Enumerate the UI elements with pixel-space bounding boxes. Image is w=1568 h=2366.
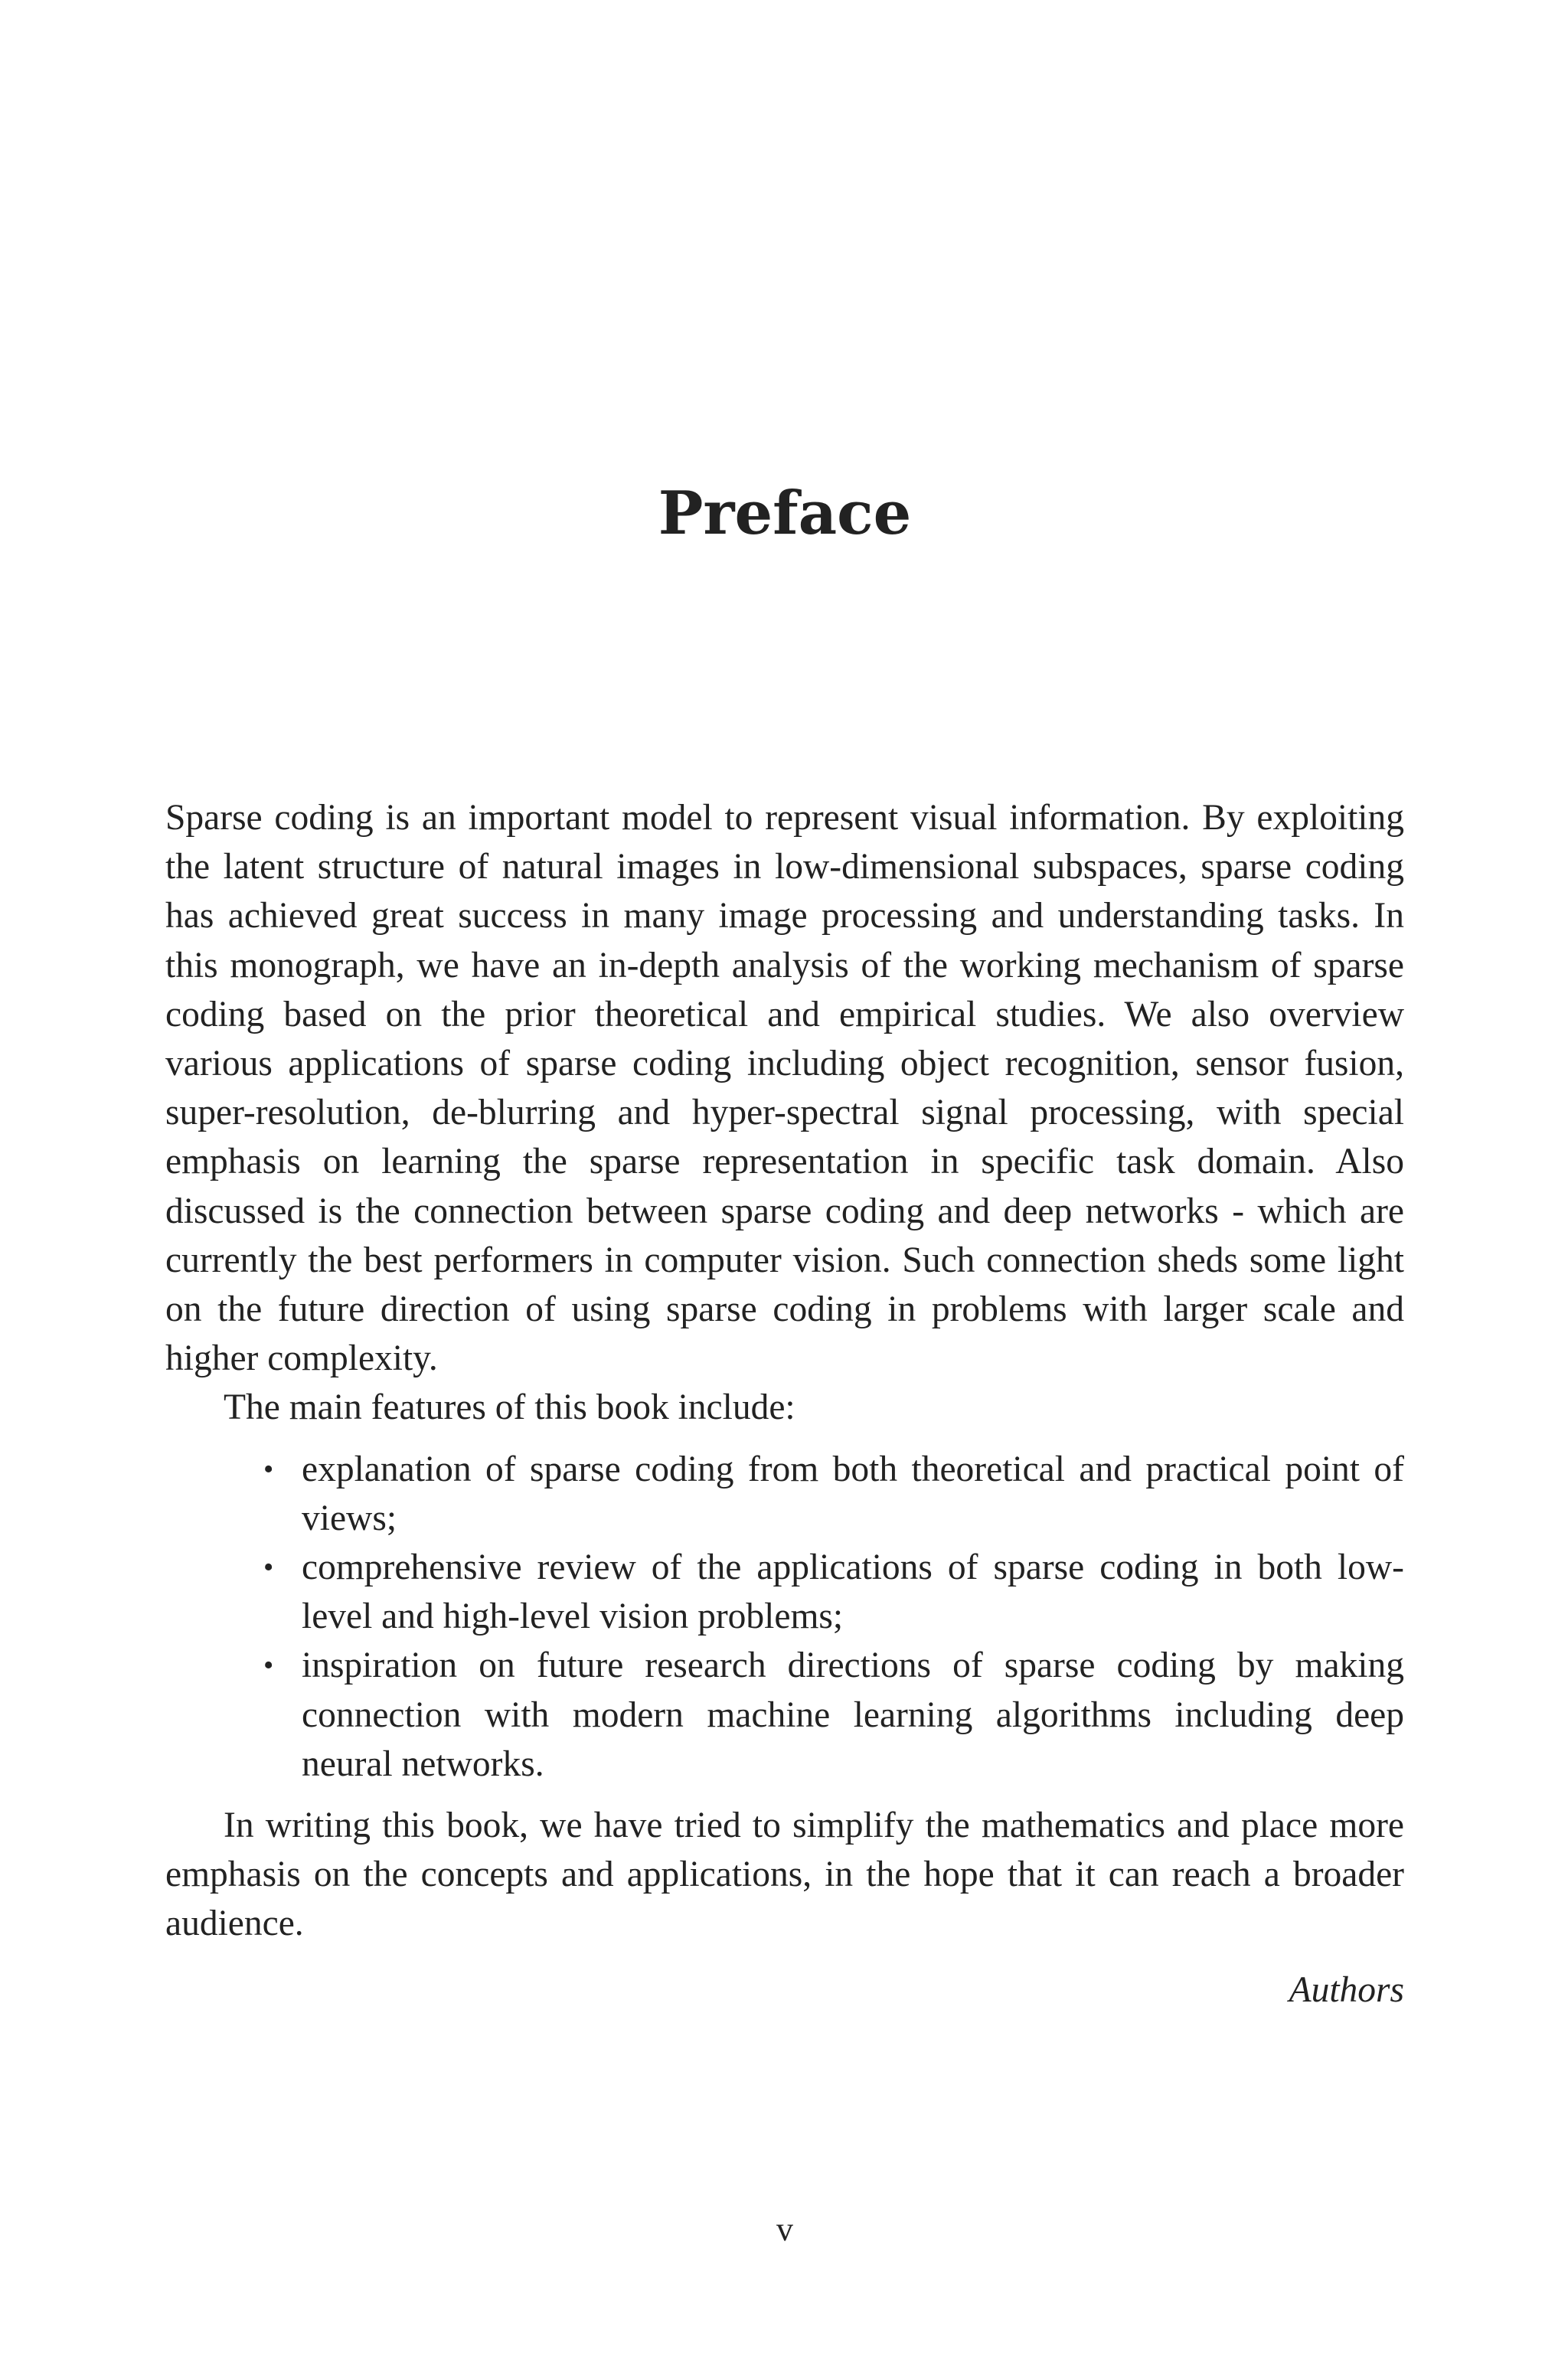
features-list (165, 1445, 1404, 1789)
list-item (263, 1445, 1404, 1543)
preface-page (165, 0, 1404, 2366)
list-item-text: inspiration on future research directions of sparse coding by making connection with modern machine learning algorithms including deep neural networks. (302, 1645, 1404, 1784)
closing-paragraph: In writing this book, we have tried to simplify the mathematics and place more emphasis on the concepts and applications, in the hope that it can reach a broader audience. (165, 1806, 1404, 1944)
bullet-icon: • (263, 1649, 274, 1682)
list-item (263, 1641, 1404, 1789)
signature: Authors (1289, 1969, 1404, 2010)
preface-body (165, 793, 1404, 2015)
list-item (263, 1543, 1404, 1641)
page-number: v (776, 2211, 793, 2248)
list-item-text: comprehensive review of the applications of sparse coding in both low-level and high-level vision problems; (302, 1547, 1404, 1637)
list-item-text: explanation of sparse coding from both theoretical and practical point of views; (302, 1449, 1404, 1538)
features-lead-paragraph: The main features of this book include: (224, 1387, 795, 1428)
bullet-icon: • (263, 1453, 274, 1485)
intro-paragraph: Sparse coding is an important model to represent visual information. By exploiting the latent structure of natural images in low-dimensional subspaces, sparse coding has achieved great success in many image processing and understanding tasks. In this monograph, we have an in-depth analysis of the working mechanism of sparse coding based on the prior theoretical and empirical studies. We also overview various applications of sparse coding including object recognition, sensor fusion, super-resolution, de-blurring and hyper-spectral signal processing, with special emphasis on learning the sparse representation in specific task domain. Also discussed is the connection between sparse coding and deep networks - which are currently the best performers in computer vision. Such connection sheds some light on the future direction of using sparse coding in problems with larger scale and higher complexity. (165, 798, 1404, 1379)
bullet-icon: • (263, 1551, 274, 1584)
chapter-title: Preface (658, 479, 912, 548)
